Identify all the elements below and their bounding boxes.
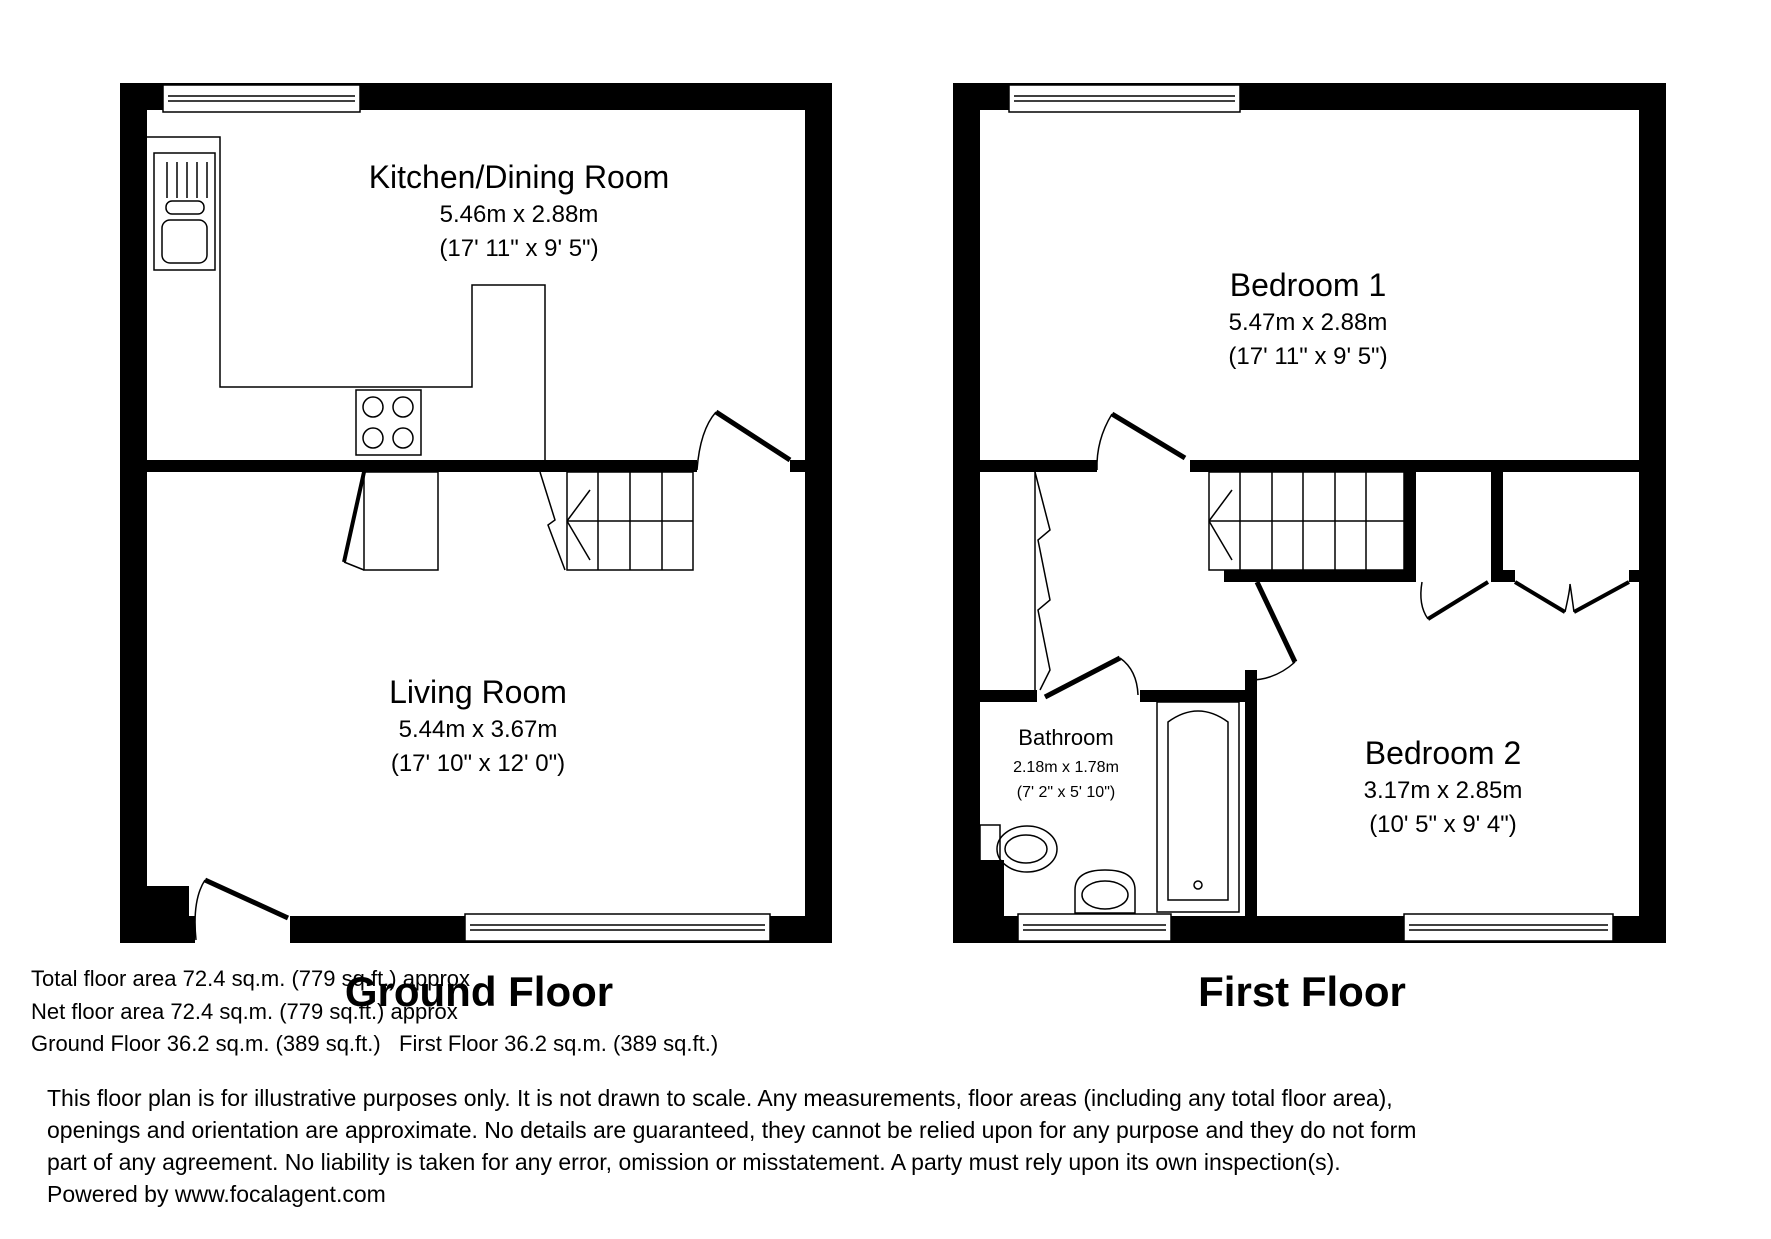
bathroom-metric: 2.18m x 1.78m [1013,759,1119,776]
basin [1075,870,1135,913]
bath [1157,702,1239,912]
hob [356,390,421,455]
bedroom1-metric: 5.47m x 2.88m [1228,309,1388,336]
ground-window-top [163,85,360,112]
disclaimer-line: This floor plan is for illustrative purposes only. It is not drawn to scale. Any measurements, floor areas (including any total floor area), [47,1085,1393,1111]
bedroom2-imperial: (10' 5" x 9' 4") [1369,811,1517,838]
disclaimer-line: openings and orientation are approximate. No details are guaranteed, they cannot be relied upon for any purpose and they do not form [47,1117,1417,1143]
bedroom2-cupboard-doors [1421,582,1629,619]
first-window-top [1009,85,1240,112]
bedroom1-name: Bedroom 1 [1229,267,1387,303]
first-floor-walls [953,83,1666,943]
bathroom-window [1018,914,1171,941]
bathroom-name: Bathroom [1018,725,1114,750]
ground-cupboard [344,472,438,570]
bedroom1-imperial: (17' 11" x 9' 5") [1228,343,1388,370]
bedroom2-name: Bedroom 2 [1364,735,1522,771]
total-floor-area: Total floor area 72.4 sq.m. (779 sq.ft.) approx [31,966,471,991]
bedroom1-door [1097,414,1185,470]
bedroom2-metric: 3.17m x 2.85m [1363,777,1523,804]
ground-stairs [540,472,693,570]
net-floor-area: Net floor area 72.4 sq.m. (779 sq.ft.) approx [31,999,458,1024]
disclaimer [47,1082,1747,1210]
bedroom2-door [1250,582,1295,680]
kitchen-name: Kitchen/Dining Room [368,159,670,195]
living-name: Living Room [389,674,567,710]
front-door [195,880,290,944]
bathroom-imperial: (7' 2" x 5' 10") [1016,784,1116,801]
bathroom-door [1045,658,1138,697]
room-labels [345,159,1523,1015]
disclaimer-line: part of any agreement. No liability is taken for any error, omission or misstatement. A party must rely upon its own inspection(s). [47,1149,1341,1175]
living-imperial: (17' 10" x 12' 0") [390,750,566,777]
kitchen-imperial: (17' 11" x 9' 5") [439,235,599,262]
first-floor-title: First Floor [1198,968,1406,1015]
living-metric: 5.44m x 3.67m [398,716,558,743]
ground-window-bottom [465,914,770,941]
kitchen-door [697,412,790,470]
first-floor-plan [953,83,1666,943]
per-floor-area: Ground Floor 36.2 sq.m. (389 sq.ft.) First Floor 36.2 sq.m. (389 sq.ft.) [31,1031,719,1056]
first-stairs [1209,472,1404,570]
kitchen-metric: 5.46m x 2.88m [439,201,599,228]
landing-cupboard [1035,472,1050,690]
bedroom2-window [1404,914,1613,941]
powered-by: Powered by www.focalagent.com [47,1181,386,1207]
ground-floor-title: Ground Floor [344,968,614,1015]
